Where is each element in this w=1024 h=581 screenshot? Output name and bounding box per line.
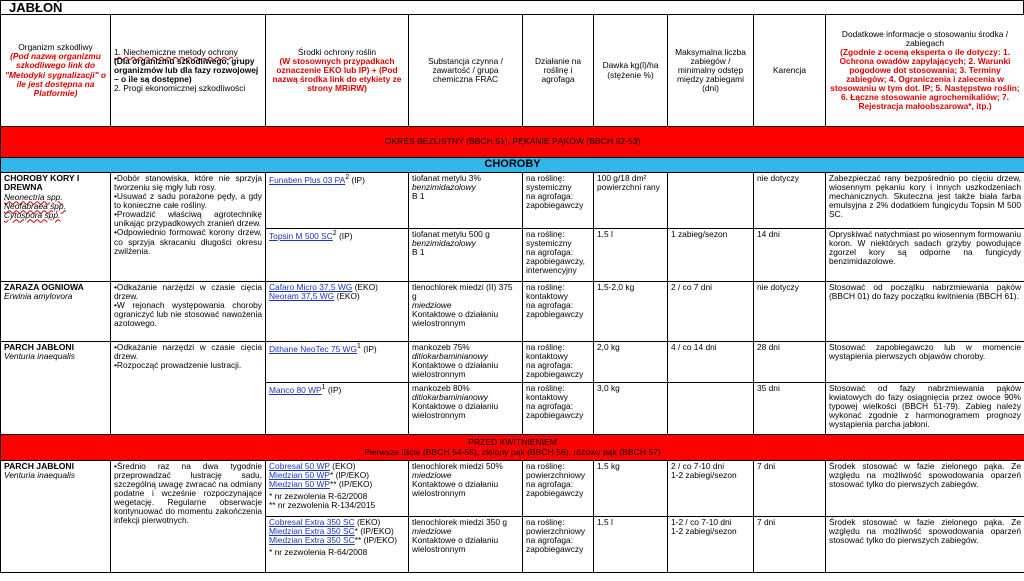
product-link[interactable]: Manco 80 WP [269,384,322,395]
info-cell: Stosować od fazy nabrzmiewania pąków kwiatowych do fazy osiągnięcia przez owoce 90% typowej wielkości (BBCH 51-79). Zabieg należy wykonać zgodnie z harmonogramem prognozy wystąpienia parcha jabłoni. [826,383,1024,435]
product-link[interactable]: Topsin M 500 SC [269,230,333,241]
header-additional-info: Dodatkowe informacje o stosowaniu środka / zabiegach (Zgodnie z oceną eksperta o ile dotyczy: 1. Ochrona owadów zapylających; 2. Warunki pogodowe dot stosowania; 3. Terminy zabiegów; 4. Ograniczenia i zalecenia w stosowaniu w tym dot. IP; 5. Następstwo roślin; 6. Łączne stosowanie agrochemikaliów; 7. Rejestracja małoobszarowa*, itp.) [826,15,1024,127]
max-cell: 2 / co 7 dni [668,282,754,342]
header-organism: Organizm szkodliwy (Pod nazwą organizmu szkodliwego link do "Metodyki sygnalizacji" o ile jest dostępna na Platformie) [1,15,111,127]
max-cell: 4 / co 14 dni [668,342,754,383]
product-cell: Dithane NeoTec 75 $WG^1$ (IP) [266,342,409,383]
action-cell: na roślinę: powierzchniowy na agrofaga: zapobiegawczy [523,461,594,517]
info-cell: Opryskiwać natychmiast po wiosennym formowaniu koron. W niektórych sadach grzyby powodujące zgorzel kory są odporne na fungicydy benzimidazolowe. [826,229,1024,282]
product-link[interactable]: Cafaro Micro 37,5 WG [269,282,353,292]
protection-table [0,14,1024,573]
dose-cell: 1,5 l [594,229,668,282]
product-cell: Cafaro Micro 37,5 WG (EKO) Neoram 37,5 WG (EKO) [266,282,409,342]
header-karencja: Karencja [754,15,826,127]
product-cell: Manco 80 $WP^1$ (IP) [266,383,409,435]
info-cell: Środek stosować w fazie zielonego pąka. Ze względu na możliwość spowodowania oparzeń stosować tylko do pierwszych zabiegów. [826,517,1024,573]
max-cell: 1-2 / co 7-10 dni 1-2 zabiegi/sezon [668,517,754,573]
table-row [1,282,1024,342]
substance-cell: tlenochlorek miedzi 350 g miedziowe Kontaktowe o działaniu wielostronnym [409,517,523,573]
methods-cell: •Odkażanie narzędzi w czasie cięcia drzew. •W rejonach występowania choroby ograniczyć lub nie stosować nawożenia azotowego. [111,282,266,342]
max-cell: 2 / co 7-10 dni 1-2 zabiegi/sezon [668,461,754,517]
header-products: Środki ochrony roślin (W stosownych przypadkach oznaczenie EKO lub IP) + (Pod nazwą środka link do etykiety ze strony MRiRW) [266,15,409,127]
action-cell: na roślinę: kontaktowy na agrofaga: zapobiegawczy [523,342,594,383]
substance-cell: mankozeb 80% ditiokarbaminianowy Kontaktowe o działaniu wielostronnym [409,383,523,435]
dose-cell: 1,5 l [594,517,668,573]
product-cell: Cobresal 50 WP (EKO) Miedzian 50 WP* (IP/EKO) Miedzian 50 WP** (IP/EKO) * nr zezwolenia R-62/2008 ** nr zezwolenia R-134/2015 [266,461,409,517]
info-cell: Środek stosować w fazie zielonego pąka. Ze względu na możliwość spowodowania oparzeń stosować tylko do pierwszych zabiegów. [826,461,1024,517]
table-header-row [1,15,1024,127]
product-link[interactable]: Miedzian 50 WP [269,479,330,490]
product-link[interactable]: Funaben Plus 03 PA [269,174,346,185]
product-link[interactable]: Cobresal 50 WP [269,461,330,471]
karencja-cell: nie dotyczy [754,173,826,229]
header-max-treatments: Maksymalna liczba zabiegów / minimalny odstęp między zabiegami (dni) [668,15,754,127]
product-link[interactable]: Miedzian Extra 350 SC [269,526,355,537]
max-cell [668,173,754,229]
product-link[interactable]: Miedzian 50 WP [269,470,330,481]
max-cell [668,383,754,435]
header-substance: Substancja czynna / zawartość / grupa chemiczna FRAC [409,15,523,127]
band-okres-bezlistny: OKRES BEZLISTNY (BBCH 51), PĘKANIE PĄKÓW (BBCH 52-53) [1,127,1024,158]
product-link[interactable]: Cobresal Extra 350 SC [269,517,355,527]
action-cell: na roślinę: kontaktowy na agrofaga: zapobiegawczy [523,383,594,435]
substance-cell: tiofanat metylu 500 g benzimidazolowy B 1 [409,229,523,282]
product-link[interactable]: Neoram 37,5 WG [269,291,335,302]
action-cell: na roślinę: systemiczny na agrofaga: zapobiegawczy, interwencyjny [523,229,594,282]
header-dose: Dawka kg(l)/ha (stężenie %) [594,15,668,127]
header-methods: 1. Niechemiczne metody ochrony (Dla organizmu szkodliwego, grupy organizmów lub dla fazy rozwojowej – o ile są dostępne) 2. Progi ekonomicznej szkodliwości [111,15,266,127]
info-cell: Stosować od początku nabrzmiewania pąków (BBCH 01) do fazy początku kwitnienia (BBCH 61). [826,282,1024,342]
product-cell: Cobresal Extra 350 SC (EKO) Miedzian Extra 350 SC* (IP/EKO) Miedzian Extra 350 SC** (IP/EKO) * nr zezwolenia R-64/2008 [266,517,409,573]
action-cell: na roślinę: systemiczny na agrofaga: zapobiegawczy [523,173,594,229]
karencja-cell: 14 dni [754,229,826,282]
info-cell: Stosować zapobiegawczo lub w momencie wystąpienia pierwszych objawów choroby. [826,342,1024,383]
methods-cell: •Odkażanie narzędzi w czasie cięcia drzew. •Rozpocząć prowadzenie lustracji. [111,342,266,435]
dose-cell: 2,0 kg [594,342,668,383]
table-row [1,342,1024,383]
header-action: Działanie na roślinę i agrofaga [523,15,594,127]
info-cell: Zabezpieczać rany bezpośrednio po cięciu drzew, wiosennym pękaniu kory i innych uszkodzeniach mechanicznych. Skuteczna jest także biała farba emulsyjna z 2% dodatkiem fungicydu Topsin M 500 SC. [826,173,1024,229]
max-cell: 1 zabieg/sezon [668,229,754,282]
pest-cell: PARCH JABŁONI Venturia inaequalis [1,342,111,435]
product-cell: Funaben Plus 03 $PA^2$ (IP) [266,173,409,229]
methods-cell: •Średnio raz na dwa tygodnie przeprowadzać lustrację sadu, szczególną uwagę zwracać na odmiany podatne i wcześnie rozpoczynające wegetację. Regularne obserwacje kontynuować do momentu zakończenia infekcji pierwotnych. [111,461,266,573]
substance-cell: tlenochlorek miedzi 50% miedziowe Kontaktowe o działaniu wielostronnym [409,461,523,517]
action-cell: na roślinę: kontaktowy na agrofaga: zapobiegawczy [523,282,594,342]
dose-cell: 3,0 kg [594,383,668,435]
product-link[interactable]: Dithane NeoTec 75 WG [269,343,357,354]
product-cell: Topsin M 500 $SC^2$ (IP) [266,229,409,282]
table-row [1,173,1024,229]
substance-cell: tiofanat metylu 3% benzimidazolowy B 1 [409,173,523,229]
karencja-cell: 7 dni [754,517,826,573]
substance-cell: tlenochlorek miedzi (II) 375 g miedziowe Kontaktowe o działaniu wielostronnym [409,282,523,342]
dose-cell: 100 g/18 dm² powierzchni rany [594,173,668,229]
band-przed-kwitnieniem: PRZED KWITNIENIEM Pierwsze liście (BBCH 54-55), zielony pąk (BBCH 56), różowy pąk (BBCH 57) [1,435,1024,461]
dose-cell: 1,5 kg [594,461,668,517]
karencja-cell: nie dotyczy [754,282,826,342]
karencja-cell: 28 dni [754,342,826,383]
pest-cell: PARCH JABŁONI Venturia inaequalis [1,461,111,573]
product-link[interactable]: Miedzian Extra 350 SC [269,535,355,546]
action-cell: na roślinę: powierzchniowy na agrofaga: zapobiegawczy [523,517,594,573]
band-choroby: CHOROBY [1,158,1024,173]
pest-cell: ZARAZA OGNIOWA Erwinia amylovora [1,282,111,342]
dose-cell: 1,5-2,0 kg [594,282,668,342]
document-title: JABŁOŃ [0,0,1024,14]
pest-cell: CHOROBY KORY I DREWNA Neonectria spp. Neofabraea spp. Cytospora spp. [1,173,111,282]
karencja-cell: 7 dni [754,461,826,517]
methods-cell: •Dobór stanowiska, które nie sprzyja tworzeniu się mgły lub rosy. •Usuwać z sadu porażone pędy, a gdy to konieczne całe rośliny. •Prowadzić właściwą agrotechnikę unikając przypadkowych zranień drzew. •Odpowiednio formować korony drzew, co sprzyja skracaniu długości okresu zwilżenia. [111,173,266,282]
table-row [1,461,1024,517]
karencja-cell: 35 dni [754,383,826,435]
substance-cell: mankozeb 75% ditiokarbaminianowy Kontaktowe o działaniu wielostronnym [409,342,523,383]
